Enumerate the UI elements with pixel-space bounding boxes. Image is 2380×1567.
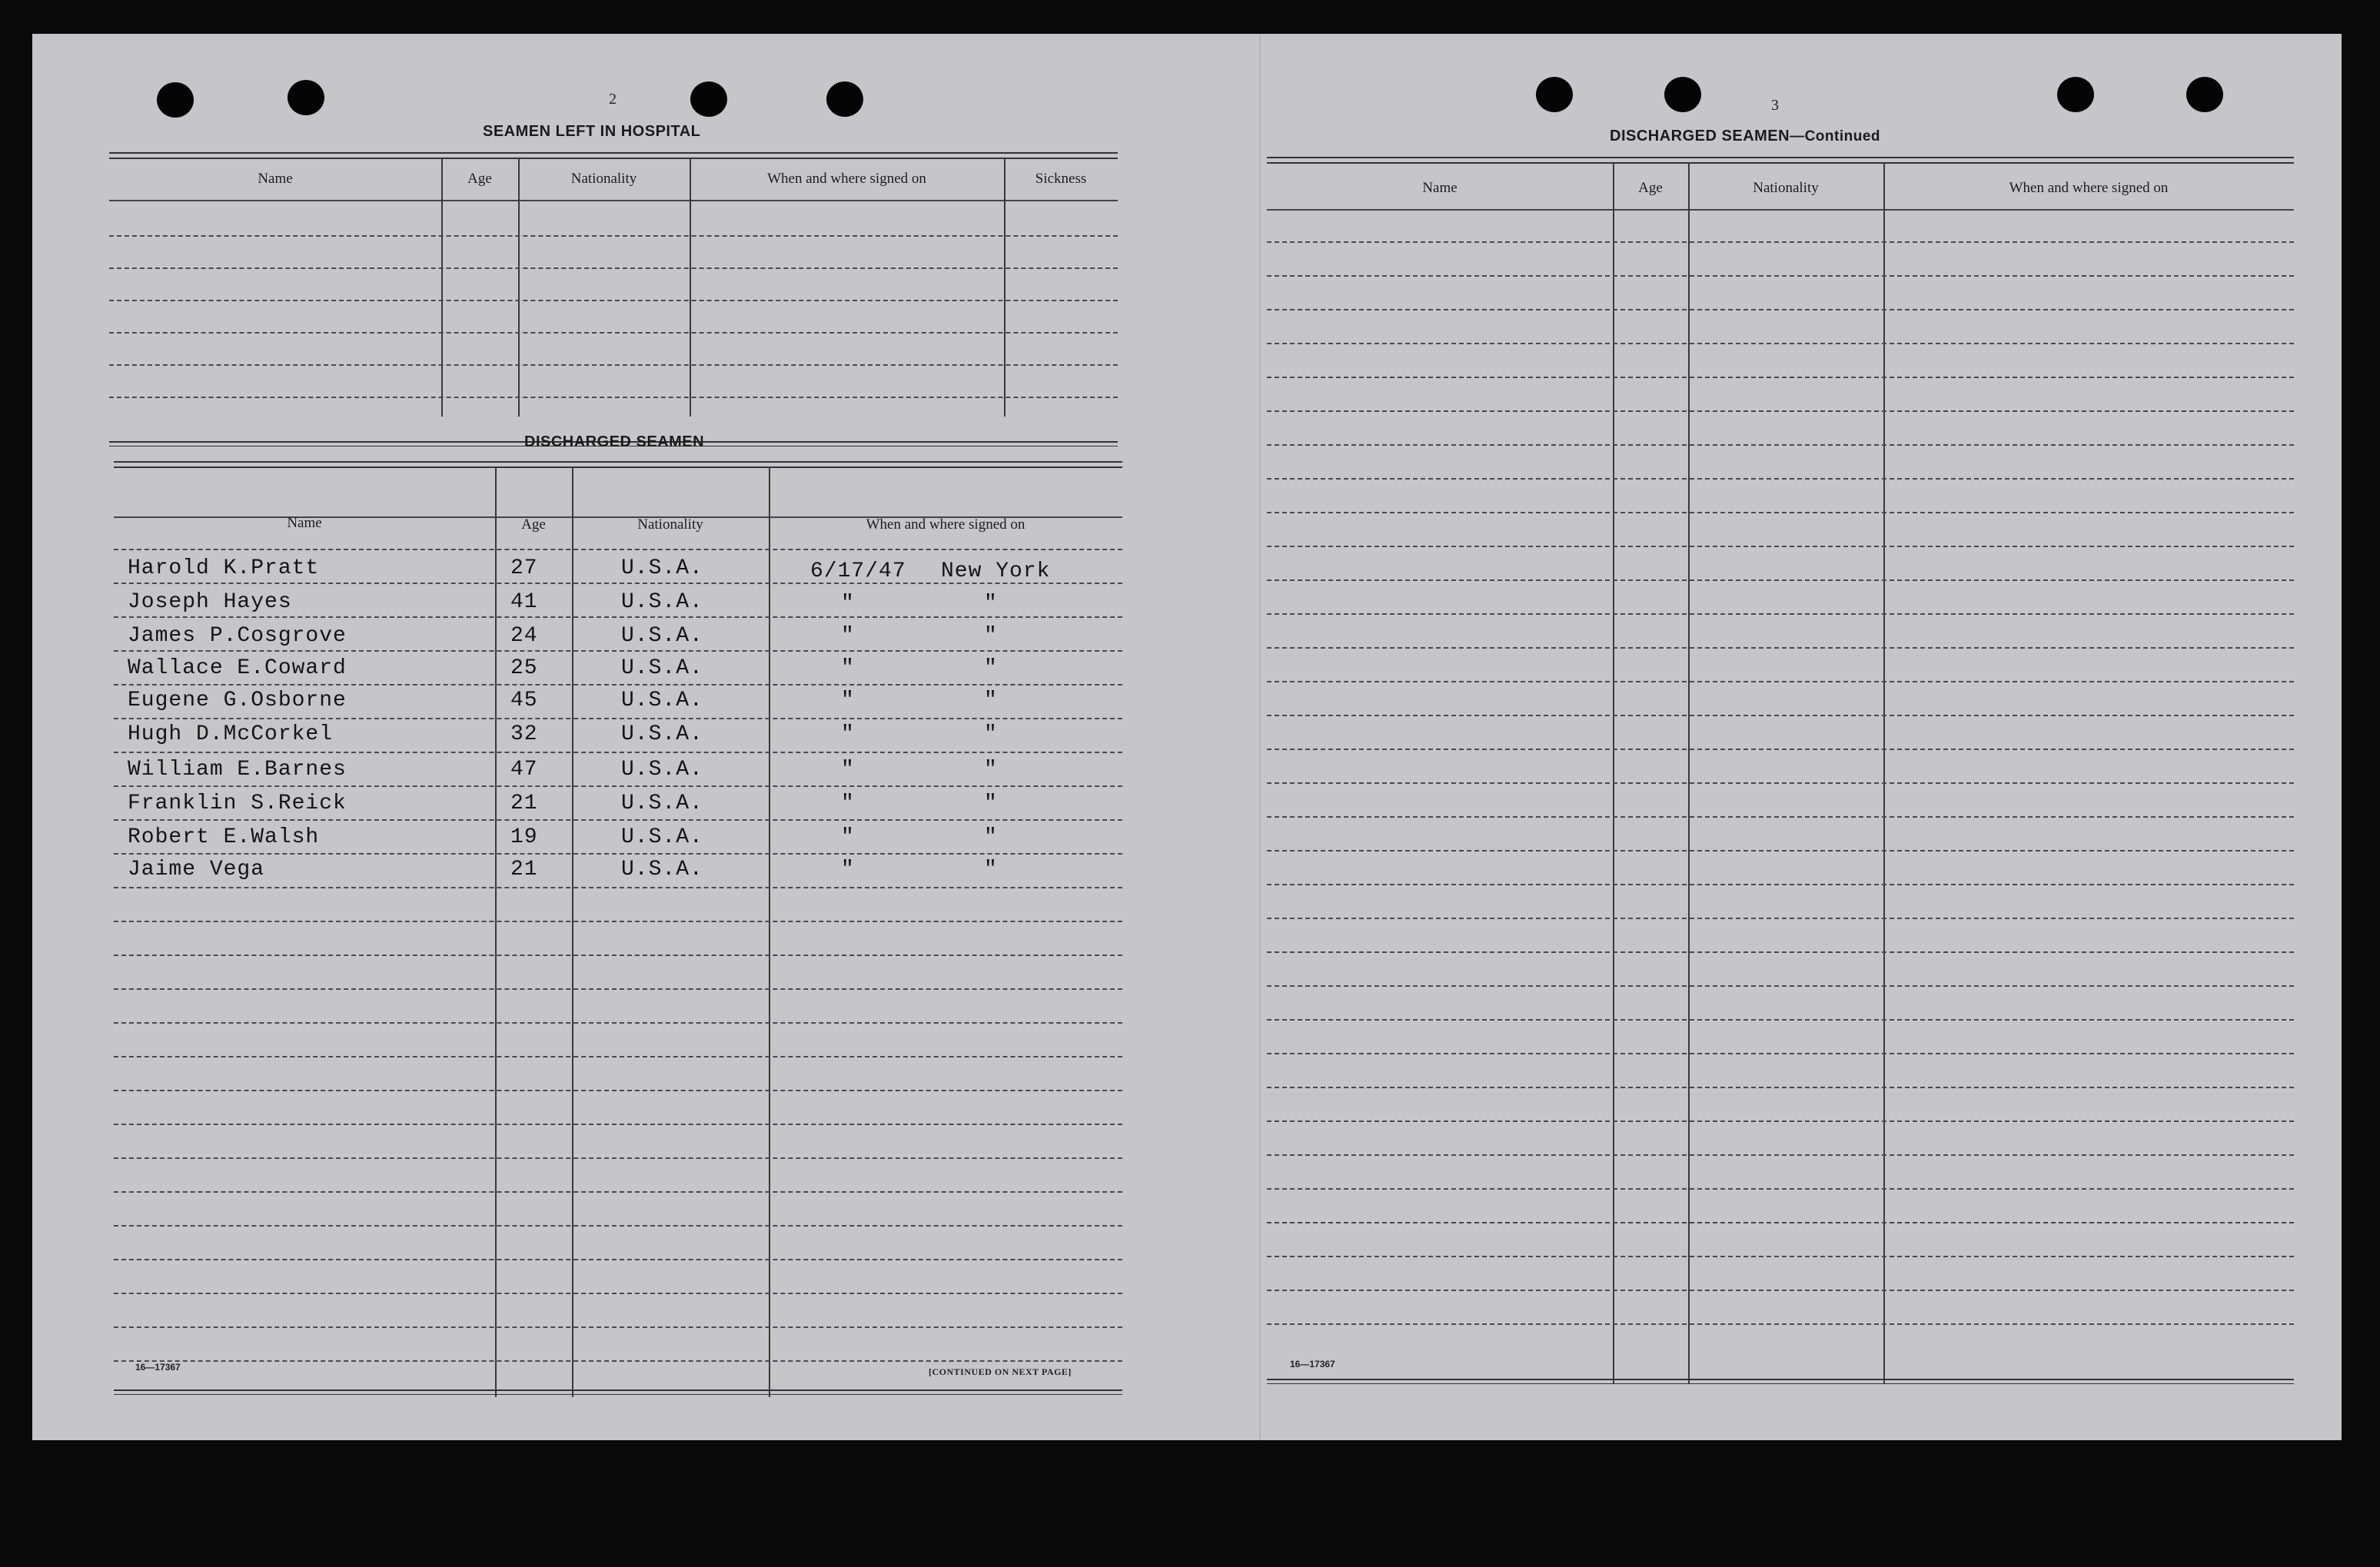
document-spread (32, 34, 2342, 1440)
punch-hole (2057, 77, 2094, 112)
signed-on-place: " (984, 825, 998, 849)
signed-on-date: " (841, 656, 855, 680)
discharged-continued-title-suffix: —Continued (1790, 128, 1881, 144)
crew-age: 45 (510, 689, 538, 712)
signed-on-place: " (984, 758, 998, 782)
signed-on-place: " (984, 858, 998, 881)
hospital-col-age: Age (467, 171, 492, 187)
page-fold (1259, 34, 1261, 1440)
signed-on-place: " (984, 689, 998, 712)
discharged-continued-title-main: DISCHARGED SEAMEN (1610, 128, 1790, 144)
crew-nationality: U.S.A. (621, 722, 703, 746)
signed-on-date: " (841, 792, 855, 815)
signed-on-date: " (841, 592, 855, 616)
punch-hole (2186, 77, 2223, 112)
punch-hole (1664, 77, 1701, 112)
crew-nationality: U.S.A. (621, 758, 703, 782)
form-number-left: 16—17367 (135, 1362, 181, 1373)
punch-hole (157, 82, 194, 118)
crew-nationality: U.S.A. (621, 590, 703, 614)
discharged-continued-col-nationality: Nationality (1753, 180, 1819, 196)
crew-name: Robert E.Walsh (128, 825, 320, 849)
signed-on-place: " (984, 722, 998, 746)
crew-name: Hugh D.McCorkel (128, 722, 334, 746)
crew-name: Franklin S.Reick (128, 792, 347, 815)
discharged-continued-col-name: Name (1422, 180, 1458, 196)
crew-nationality: U.S.A. (621, 825, 703, 849)
crew-age: 41 (510, 590, 538, 614)
crew-name: Joseph Hayes (128, 590, 292, 614)
crew-age: 25 (510, 656, 538, 680)
hospital-col-signed-on: When and where signed on (767, 171, 926, 187)
signed-on-place: New York (941, 559, 1051, 583)
crew-age: 27 (510, 556, 538, 580)
signed-on-date: " (841, 858, 855, 881)
signed-on-date: " (841, 624, 855, 648)
continued-note: [CONTINUED ON NEXT PAGE] (929, 1366, 1072, 1377)
discharged-col-signed-on: When and where signed on (866, 516, 1025, 533)
crew-name: Wallace E.Coward (128, 656, 347, 680)
signed-on-place: " (984, 592, 998, 616)
crew-age: 24 (510, 624, 538, 648)
discharged-continued-col-age: Age (1638, 180, 1663, 196)
signed-on-place: " (984, 792, 998, 815)
page-number-right: 3 (1771, 97, 1779, 114)
crew-age: 21 (510, 792, 538, 815)
crew-nationality: U.S.A. (621, 792, 703, 815)
punch-hole (288, 80, 324, 115)
crew-age: 21 (510, 858, 538, 881)
punch-hole (826, 81, 863, 117)
crew-nationality: U.S.A. (621, 624, 703, 648)
signed-on-date: " (841, 825, 855, 849)
signed-on-date: " (841, 689, 855, 712)
discharged-continued-col-signed-on: When and where signed on (2009, 180, 2169, 196)
signed-on-date: " (841, 758, 855, 782)
hospital-col-nationality: Nationality (570, 171, 637, 187)
discharged-col-name: Name (287, 515, 322, 531)
discharged-continued-table (1267, 157, 2294, 1386)
discharged-col-age: Age (521, 516, 546, 533)
signed-on-date: " (841, 722, 855, 746)
hospital-table (109, 152, 1118, 444)
signed-on-place: " (984, 656, 998, 680)
crew-age: 47 (510, 758, 538, 782)
crew-nationality: U.S.A. (621, 556, 703, 580)
hospital-col-sickness: Sickness (1035, 171, 1087, 187)
crew-nationality: U.S.A. (621, 858, 703, 881)
discharged-continued-title (1610, 128, 1880, 145)
crew-name: James P.Cosgrove (128, 624, 347, 648)
punch-hole (1536, 77, 1573, 112)
hospital-section-title: SEAMEN LEFT IN HOSPITAL (483, 123, 701, 140)
discharged-section-title: DISCHARGED SEAMEN (524, 433, 705, 450)
crew-name: Eugene G.Osborne (128, 689, 347, 712)
signed-on-place: " (984, 624, 998, 648)
crew-nationality: U.S.A. (621, 689, 703, 712)
page-number-left: 2 (609, 91, 617, 108)
crew-age: 32 (510, 722, 538, 746)
form-number-right: 16—17367 (1290, 1359, 1335, 1369)
crew-nationality: U.S.A. (621, 656, 703, 680)
crew-name: Harold K.Pratt (128, 556, 320, 580)
punch-hole (690, 81, 727, 117)
crew-name: William E.Barnes (128, 758, 347, 782)
crew-name: Jaime Vega (128, 858, 265, 881)
discharged-table (114, 461, 1122, 1399)
signed-on-date: 6/17/47 (810, 559, 906, 583)
discharged-col-nationality: Nationality (637, 516, 703, 533)
hospital-col-name: Name (258, 171, 293, 187)
crew-age: 19 (510, 825, 538, 849)
